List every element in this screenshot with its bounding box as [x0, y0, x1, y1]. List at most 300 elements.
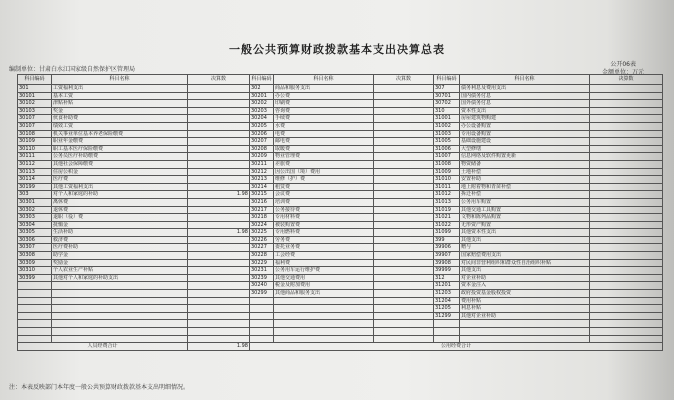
cell-name: 取暖费	[274, 145, 374, 153]
table-row	[18, 183, 663, 191]
cell-code: 301	[18, 85, 52, 93]
cell-code: 30240	[250, 282, 274, 290]
cell-name: 差旅费	[274, 160, 374, 168]
cell-name: 其他支出	[460, 267, 590, 275]
table-row	[18, 282, 663, 290]
cell-amount	[188, 130, 250, 138]
cell-amount	[188, 206, 250, 214]
table-row	[18, 312, 663, 320]
cell-name	[460, 335, 590, 343]
cell-code: 31003	[434, 130, 460, 138]
cell-code	[18, 305, 52, 313]
cell-name: 租赁费	[274, 183, 374, 191]
cell-code: 30212	[250, 168, 274, 176]
cell-name: 专用燃料费	[274, 229, 374, 237]
cell-amount	[590, 130, 663, 138]
table-row	[18, 191, 663, 199]
cell-code: 31299	[434, 312, 460, 320]
cell-name: 印刷费	[274, 100, 374, 108]
cell-name: 水费	[274, 122, 374, 130]
table-row	[18, 320, 663, 328]
cell-code	[18, 290, 52, 298]
cell-amount	[188, 259, 250, 267]
cell-amount	[374, 85, 434, 93]
cell-amount	[188, 320, 250, 328]
table-row	[18, 138, 663, 146]
cell-amount	[374, 176, 434, 184]
cell-name: 信息网络及软件购置更新	[460, 153, 590, 161]
cell-name	[52, 335, 188, 343]
cell-amount	[188, 100, 250, 108]
cell-code	[18, 320, 52, 328]
cell-code: 30112	[18, 160, 52, 168]
cell-code: 31022	[434, 221, 460, 229]
cell-code: 307	[434, 85, 460, 93]
table-row	[18, 259, 663, 267]
cell-code: 30109	[18, 138, 52, 146]
cell-amount	[188, 198, 250, 206]
cell-name: 基本工资	[52, 92, 188, 100]
cell-amount	[590, 229, 663, 237]
cell-name: 因公出国（境）费用	[274, 168, 374, 176]
cell-amount	[590, 214, 663, 222]
cell-amount	[188, 221, 250, 229]
cell-code	[250, 335, 274, 343]
cell-code: 39908	[434, 259, 460, 267]
cell-amount	[188, 274, 250, 282]
cell-code: 31021	[434, 214, 460, 222]
cell-code: 30101	[18, 92, 52, 100]
cell-amount	[590, 252, 663, 260]
cell-amount: 1.98	[188, 191, 250, 199]
cell-name: 医疗费补助	[52, 244, 188, 252]
cell-code	[18, 282, 52, 290]
cell-amount	[374, 160, 434, 168]
cell-code: 31203	[434, 290, 460, 298]
cell-code: 31204	[434, 297, 460, 305]
cell-code: 302	[250, 85, 274, 93]
cell-amount	[374, 100, 434, 108]
table-row	[18, 274, 663, 282]
cell-name: 办公设备购置	[460, 122, 590, 130]
cell-code	[250, 297, 274, 305]
cell-amount	[374, 214, 434, 222]
cell-amount	[590, 100, 663, 108]
cell-amount	[590, 107, 663, 115]
table-row	[18, 145, 663, 153]
cell-name: 无形资产购置	[460, 221, 590, 229]
cell-name	[52, 312, 188, 320]
cell-name: 办公费	[274, 92, 374, 100]
cell-name: 其他交通费用	[274, 274, 374, 282]
cell-amount	[374, 328, 434, 336]
table-row	[18, 176, 663, 184]
cell-code	[250, 320, 274, 328]
cell-code: 30203	[250, 107, 274, 115]
cell-code: 30227	[250, 244, 274, 252]
cell-code: 39906	[434, 244, 460, 252]
header-code: 科目编码	[250, 75, 274, 85]
cell-name: 电费	[274, 130, 374, 138]
cell-name: 培训费	[274, 198, 374, 206]
cell-name	[274, 320, 374, 328]
cell-code: 31019	[434, 206, 460, 214]
personnel-total-label: 人员经费合计	[18, 343, 188, 351]
cell-code: 30228	[250, 252, 274, 260]
money-unit: 金额单位：万元	[601, 69, 644, 76]
cell-amount	[374, 320, 434, 328]
cell-name: 国外债务付息	[460, 100, 590, 108]
cell-code	[434, 328, 460, 336]
table-body	[18, 75, 663, 351]
cell-name: 劳务费	[274, 236, 374, 244]
cell-name	[274, 297, 374, 305]
cell-code	[18, 328, 52, 336]
cell-code: 30103	[18, 107, 52, 115]
cell-amount	[188, 160, 250, 168]
cell-name: 公务用车购置	[460, 198, 590, 206]
cell-code: 30214	[250, 183, 274, 191]
table-row	[18, 221, 663, 229]
table-row	[18, 206, 663, 214]
cell-code: 30299	[250, 290, 274, 298]
cell-code: 30209	[250, 153, 274, 161]
cell-name: 住房公积金	[52, 168, 188, 176]
cell-amount	[590, 335, 663, 343]
cell-name: 公务员医疗补助缴费	[52, 153, 188, 161]
cell-name: 基础设施建设	[460, 138, 590, 146]
cell-amount	[188, 107, 250, 115]
cell-name: 其他工资福利支出	[52, 183, 188, 191]
cell-code: 31099	[434, 229, 460, 237]
table-row	[18, 168, 663, 176]
table-row	[18, 290, 663, 298]
cell-amount	[590, 153, 663, 161]
cell-amount	[188, 267, 250, 275]
cell-amount	[590, 206, 663, 214]
cell-amount	[374, 168, 434, 176]
table-row	[18, 160, 663, 168]
cell-amount	[188, 92, 250, 100]
cell-code: 30309	[18, 259, 52, 267]
table-row	[18, 100, 663, 108]
table-row	[18, 122, 663, 130]
cell-code	[434, 320, 460, 328]
cell-name: 委托业务费	[274, 244, 374, 252]
cell-name	[52, 320, 188, 328]
cell-name: 职业年金缴费	[52, 138, 188, 146]
cell-name: 税金及附加费用	[274, 282, 374, 290]
cell-amount	[590, 198, 663, 206]
cell-amount	[590, 145, 663, 153]
cell-amount	[590, 236, 663, 244]
cell-amount	[188, 138, 250, 146]
cell-amount	[188, 305, 250, 313]
cell-amount	[374, 312, 434, 320]
cell-name: 其他对个人和家庭的补助支出	[52, 274, 188, 282]
cell-amount	[188, 153, 250, 161]
table-row	[18, 107, 663, 115]
cell-amount	[188, 312, 250, 320]
cell-amount	[374, 145, 434, 153]
cell-name	[274, 328, 374, 336]
cell-name: 物资储备	[460, 160, 590, 168]
cell-amount	[374, 115, 434, 123]
expenditure-table	[17, 74, 663, 351]
cell-amount	[590, 221, 663, 229]
cell-name: 被装购置费	[274, 221, 374, 229]
cell-name	[274, 305, 374, 313]
cell-name: 咨询费	[274, 107, 374, 115]
cell-code: 31005	[434, 138, 460, 146]
cell-name: 对企业补助	[460, 274, 590, 282]
cell-name: 医疗费	[52, 176, 188, 184]
cell-code: 30213	[250, 176, 274, 184]
cell-amount	[590, 122, 663, 130]
public-total-label: 公用经费合计	[250, 343, 663, 351]
cell-amount	[374, 259, 434, 267]
cell-name: 商品和服务支出	[274, 85, 374, 93]
cell-code: 30301	[18, 198, 52, 206]
cell-name	[274, 335, 374, 343]
cell-code: 30199	[18, 183, 52, 191]
cell-name: 国家赔偿费用支出	[460, 252, 590, 260]
cell-amount	[374, 252, 434, 260]
cell-amount	[374, 335, 434, 343]
cell-code: 31007	[434, 153, 460, 161]
cell-amount	[590, 168, 663, 176]
cell-code: 30226	[250, 236, 274, 244]
cell-name: 离休费	[52, 198, 188, 206]
cell-amount	[590, 244, 663, 252]
cell-code: 30110	[18, 145, 52, 153]
cell-name	[460, 320, 590, 328]
cell-name: 安置补助	[460, 176, 590, 184]
header-code: 科目编码	[434, 75, 460, 85]
page-title: 一般公共预算财政拨款基本支出决算总表	[229, 43, 445, 56]
cell-name: 利息补贴	[460, 305, 590, 313]
cell-amount	[374, 183, 434, 191]
cell-code: 310	[434, 107, 460, 115]
cell-amount	[188, 335, 250, 343]
cell-amount	[374, 206, 434, 214]
header-code: 科目编码	[18, 75, 52, 85]
cell-amount	[590, 282, 663, 290]
cell-name	[274, 312, 374, 320]
cell-code	[18, 335, 52, 343]
cell-amount	[188, 214, 250, 222]
cell-amount	[374, 290, 434, 298]
cell-amount	[590, 259, 663, 267]
cell-amount	[374, 191, 434, 199]
table-row	[18, 267, 663, 275]
cell-name: 对个人和家庭的补助	[52, 191, 188, 199]
form-number: 公开06表	[610, 61, 636, 68]
cell-code: 30215	[250, 191, 274, 199]
cell-amount	[590, 191, 663, 199]
cell-name: 土地补偿	[460, 168, 590, 176]
cell-code: 30304	[18, 221, 52, 229]
cell-amount: 1.98	[188, 229, 250, 237]
cell-code: 312	[434, 274, 460, 282]
cell-code: 39907	[434, 252, 460, 260]
cell-code	[250, 328, 274, 336]
table-row	[18, 85, 663, 93]
table-row	[18, 214, 663, 222]
cell-name	[52, 328, 188, 336]
header-row	[18, 75, 663, 85]
cell-code: 30107	[18, 115, 52, 123]
cell-code: 30211	[250, 160, 274, 168]
cell-code: 31201	[434, 282, 460, 290]
cell-name: 其他对企业补助	[460, 312, 590, 320]
cell-amount	[590, 183, 663, 191]
cell-code: 31008	[434, 160, 460, 168]
cell-code: 30107	[18, 122, 52, 130]
cell-code: 30302	[18, 206, 52, 214]
cell-amount	[374, 297, 434, 305]
cell-name: 资本金注入	[460, 282, 590, 290]
cell-code: 30225	[250, 229, 274, 237]
cell-amount	[590, 274, 663, 282]
cell-name: 专用材料费	[274, 214, 374, 222]
cell-amount	[374, 282, 434, 290]
header-name: 科目名称	[52, 75, 188, 85]
cell-amount	[590, 160, 663, 168]
cell-name: 债务利息及费用支出	[460, 85, 590, 93]
cell-code: 31013	[434, 198, 460, 206]
cell-name: 专用设备购置	[460, 130, 590, 138]
cell-code: 30216	[250, 198, 274, 206]
header-amount: 决算数	[188, 75, 250, 85]
cell-code: 30218	[250, 214, 274, 222]
cell-name	[460, 328, 590, 336]
table-row	[18, 130, 663, 138]
cell-name: 其他商品和服务支出	[274, 290, 374, 298]
cell-name: 工会经费	[274, 252, 374, 260]
table-row	[18, 236, 663, 244]
cell-name	[52, 282, 188, 290]
cell-code: 30201	[250, 92, 274, 100]
cell-amount	[590, 138, 663, 146]
cell-name: 公务用车运行维护费	[274, 267, 374, 275]
cell-name	[52, 290, 188, 298]
cell-code: 31011	[434, 183, 460, 191]
table-row	[18, 328, 663, 336]
cell-code: 30108	[18, 130, 52, 138]
cell-amount	[374, 221, 434, 229]
cell-code: 31205	[434, 305, 460, 313]
cell-name: 公务接待费	[274, 206, 374, 214]
cell-amount	[590, 320, 663, 328]
cell-name: 工资福利支出	[52, 85, 188, 93]
cell-name: 其他社会保障缴费	[52, 160, 188, 168]
cell-code: 31001	[434, 115, 460, 123]
cell-code: 30111	[18, 153, 52, 161]
cell-code: 30113	[18, 168, 52, 176]
cell-amount	[590, 115, 663, 123]
table-row	[18, 297, 663, 305]
cell-name: 文物和陈列品购置	[460, 214, 590, 222]
cell-amount	[188, 236, 250, 244]
cell-code: 31009	[434, 168, 460, 176]
cell-name: 个人农业生产补贴	[52, 267, 188, 275]
table-row	[18, 335, 663, 343]
cell-amount	[374, 153, 434, 161]
cell-code: 30102	[18, 100, 52, 108]
cell-code: 31002	[434, 122, 460, 130]
cell-code: 31012	[434, 191, 460, 199]
cell-code: 30303	[18, 214, 52, 222]
cell-name: 助学金	[52, 252, 188, 260]
cell-name: 绩效工资	[52, 122, 188, 130]
table-row	[18, 229, 663, 237]
cell-amount	[188, 183, 250, 191]
cell-amount	[590, 297, 663, 305]
cell-code: 30206	[250, 130, 274, 138]
cell-amount	[188, 176, 250, 184]
cell-code: 30207	[250, 138, 274, 146]
cell-code: 31010	[434, 176, 460, 184]
cell-amount	[188, 244, 250, 252]
cell-code: 30202	[250, 100, 274, 108]
header-amount: 决算数	[374, 75, 434, 85]
cell-name: 津贴补贴	[52, 100, 188, 108]
cell-amount	[374, 107, 434, 115]
table-row	[18, 153, 663, 161]
cell-amount	[374, 244, 434, 252]
cell-code: 303	[18, 191, 52, 199]
table-row	[18, 305, 663, 313]
cell-code: 30224	[250, 221, 274, 229]
cell-amount	[188, 282, 250, 290]
cell-amount	[590, 312, 663, 320]
cell-name: 生活补助	[52, 229, 188, 237]
cell-code: 30231	[250, 267, 274, 275]
cell-code	[250, 305, 274, 313]
cell-code: 30701	[434, 92, 460, 100]
cell-name: 对民间非营利组织和群众性自治组织补贴	[460, 259, 590, 267]
cell-amount	[188, 85, 250, 93]
cell-code	[18, 297, 52, 305]
table-row	[18, 252, 663, 260]
cell-name: 政府投资基金股权投资	[460, 290, 590, 298]
cell-name: 退休费	[52, 206, 188, 214]
cell-name: 地上附着物和青苗补偿	[460, 183, 590, 191]
cell-code: 30239	[250, 274, 274, 282]
cell-name: 职工基本医疗保险缴费	[52, 145, 188, 153]
cell-name: 其他支出	[460, 236, 590, 244]
cell-amount	[374, 305, 434, 313]
cell-amount	[590, 176, 663, 184]
cell-amount	[590, 85, 663, 93]
cell-amount	[590, 305, 663, 313]
cell-code: 399	[434, 236, 460, 244]
cell-name: 奖金	[52, 107, 188, 115]
cell-amount	[590, 267, 663, 275]
cell-name: 伙食补助费	[52, 115, 188, 123]
cell-name: 房屋建筑物购建	[460, 115, 590, 123]
cell-amount	[374, 122, 434, 130]
cell-amount	[374, 267, 434, 275]
cell-name: 国内债务付息	[460, 92, 590, 100]
cell-name: 抚恤金	[52, 221, 188, 229]
cell-amount	[374, 138, 434, 146]
cell-name: 邮电费	[274, 138, 374, 146]
header-name: 科目名称	[274, 75, 374, 85]
cell-name: 大型修缮	[460, 145, 590, 153]
cell-amount	[188, 297, 250, 305]
